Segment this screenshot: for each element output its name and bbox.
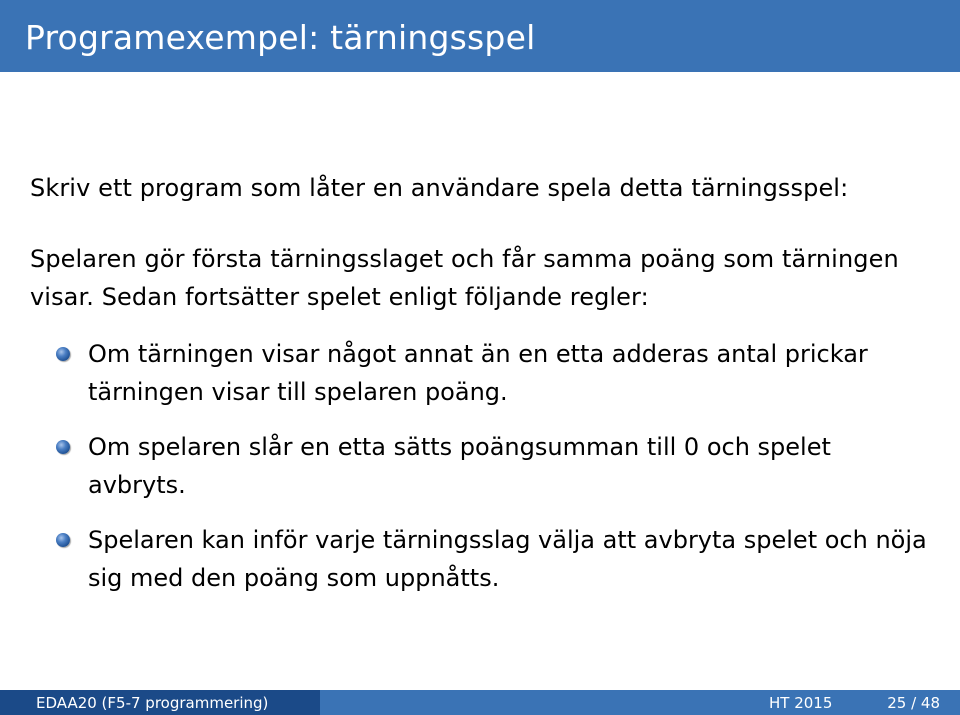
footer-course: EDAA20 (F5-7 programmering)	[36, 694, 269, 712]
list-item-text: Om tärningen visar något annat än en etta adderas antal prickar tärningen visar till spelaren poäng.	[88, 340, 868, 406]
rules-list	[56, 335, 936, 597]
footer-left-panel	[0, 690, 320, 715]
list-item-text: Om spelaren slår en etta sätts poängsumman till 0 och spelet avbryts.	[88, 433, 831, 499]
bullet-icon	[56, 533, 70, 547]
rules-paragraph: Spelaren gör första tärningsslaget och får samma poäng som tärningen visar. Sedan fortsätter spelet enligt följande regler:	[30, 245, 899, 311]
footer-page-number: 25 / 48	[887, 694, 940, 712]
list-item	[56, 521, 936, 597]
list-item	[56, 335, 936, 411]
slide-title-bar	[0, 0, 960, 72]
slide-title: Programexempel: tärningsspel	[25, 18, 536, 57]
bullet-icon	[56, 440, 70, 454]
slide-footer	[0, 690, 960, 715]
intro-text: Skriv ett program som låter en användare spela detta tärningsspel:	[30, 174, 849, 202]
footer-term: HT 2015	[769, 694, 833, 712]
list-item	[56, 428, 936, 504]
bullet-icon	[56, 347, 70, 361]
footer-right-panel	[320, 690, 960, 715]
list-item-text: Spelaren kan inför varje tärningsslag välja att avbryta spelet och nöja sig med den poäng som uppnåtts.	[88, 526, 927, 592]
